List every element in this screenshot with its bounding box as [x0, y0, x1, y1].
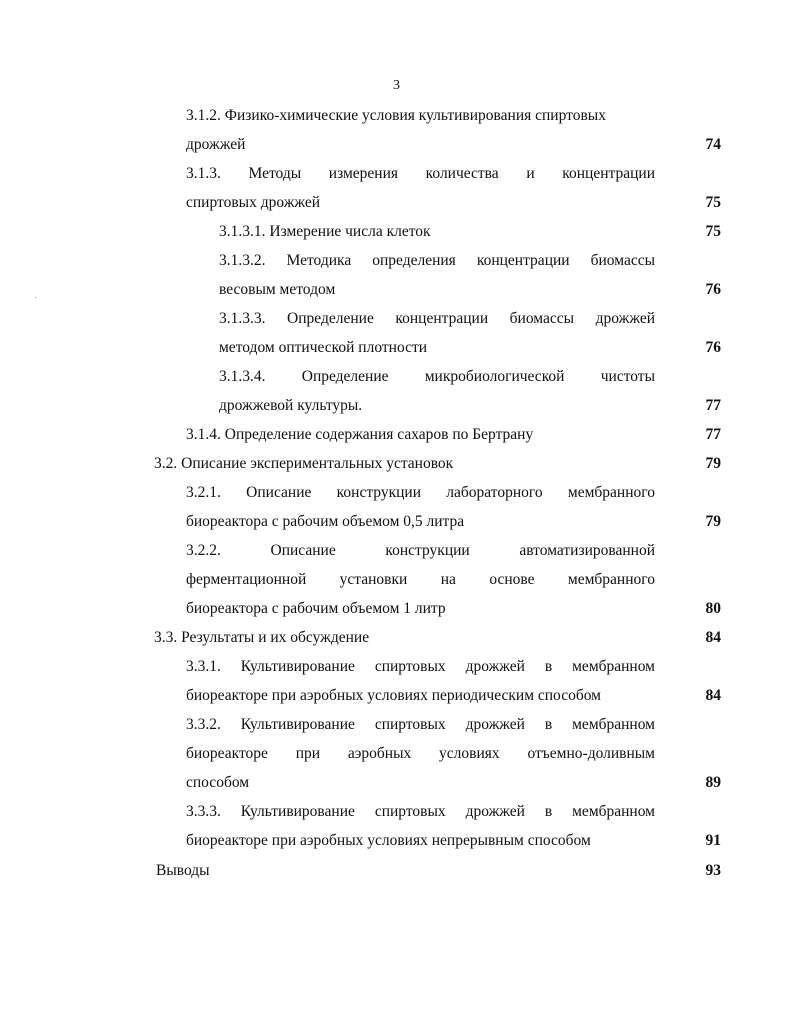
toc-entry-3-1-3-1-page: 75	[705, 223, 721, 240]
toc-entry-3-2-1-page: 79	[705, 513, 721, 530]
toc-entry-3-1-2-page: 74	[705, 136, 721, 153]
toc-entry-3-1-3-3-line1: 3.1.3.3. Определение концентрации биомассы дрожжей	[219, 310, 655, 327]
toc-entry-3-1-3-line2: спиртовых дрожжей	[186, 194, 321, 211]
toc-entry-3-1-3-2-line2: весовым методом	[219, 281, 336, 298]
toc-entry-3-1-3-3-line2: методом оптической плотности	[219, 339, 428, 356]
toc-entry-3-2-page: 79	[705, 455, 721, 472]
page-number: 3	[393, 78, 400, 93]
toc-entry-3-2-2-line1: 3.2.2. Описание конструкции автоматизированной	[186, 542, 655, 559]
toc-entry-3-1-2-line1: 3.1.2. Физико-химические условия культивирования спиртовых	[186, 107, 606, 124]
toc-entry-3-2-2-page: 80	[705, 600, 721, 617]
toc-entry-3-1-3-line1: 3.1.3. Методы измерения количества и концентрации	[186, 165, 655, 182]
toc-entry-3-1-3-4-page: 77	[705, 397, 721, 414]
toc-entry-3-2-2-line2: ферментационной установки на основе мембранного	[186, 571, 655, 588]
toc-entry-3-3-line1: 3.3. Результаты и их обсуждение	[154, 629, 370, 646]
toc-entry-3-3-3-line1: 3.3.3. Культивирование спиртовых дрожжей в мембранном	[186, 803, 655, 820]
toc-entry-3-2-1-line2: биореактора с рабочим объемом 0,5 литра	[186, 513, 465, 530]
toc-entry-3-3-1-line2: биореакторе при аэробных условиях периодическим способом	[186, 687, 601, 704]
toc-entry-3-3-3-line2: биореакторе при аэробных условиях непрерывным способом	[186, 832, 591, 849]
toc-entry-3-3-1-line1: 3.3.1. Культивирование спиртовых дрожжей в мембранном	[186, 658, 655, 675]
toc-entry-3-1-3-4-line2: дрожжевой культуры.	[219, 397, 363, 414]
toc-entry-3-1-3-2-page: 76	[705, 281, 721, 298]
toc-entry-3-3-page: 84	[705, 629, 721, 646]
toc-entry-3-3-2-line3: способом	[186, 774, 250, 791]
toc-entry-3-1-4-page: 77	[705, 426, 721, 443]
toc-entry-3-2-2-line3: биореактора с рабочим объемом 1 литр	[186, 600, 446, 617]
toc-entry-3-1-4-line1: 3.1.4. Определение содержания сахаров по Бертрану	[186, 426, 534, 443]
toc-entry-3-1-3-3-page: 76	[705, 339, 721, 356]
toc-entry-3-2-1-line1: 3.2.1. Описание конструкции лабораторного мембранного	[186, 484, 655, 501]
toc-entry-3-3-1-page: 84	[705, 687, 721, 704]
toc-entry-conclusions-line1: Выводы	[156, 862, 210, 879]
toc-entry-3-1-3-4-line1: 3.1.3.4. Определение микробиологической чистоты	[219, 368, 655, 385]
toc-entry-conclusions-page: 93	[705, 862, 721, 879]
toc-entry-3-2-line1: 3.2. Описание экспериментальных установок	[154, 455, 454, 472]
toc-entry-3-1-3-2-line1: 3.1.3.2. Методика определения концентрации биомассы	[219, 252, 655, 269]
toc-entry-3-3-2-line2: биореакторе при аэробных условиях отъемно-доливным	[186, 745, 655, 762]
toc-entry-3-3-3-page: 91	[705, 832, 721, 849]
toc-entry-3-1-3-page: 75	[705, 194, 721, 211]
toc-entry-3-3-2-page: 89	[705, 774, 721, 791]
toc-entry-3-1-2-line2: дрожжей	[186, 136, 246, 153]
toc-entry-3-1-3-1-line1: 3.1.3.1. Измерение числа клеток	[219, 223, 431, 240]
scan-speck	[35, 297, 36, 298]
toc-entry-3-3-2-line1: 3.3.2. Культивирование спиртовых дрожжей в мембранном	[186, 716, 655, 733]
